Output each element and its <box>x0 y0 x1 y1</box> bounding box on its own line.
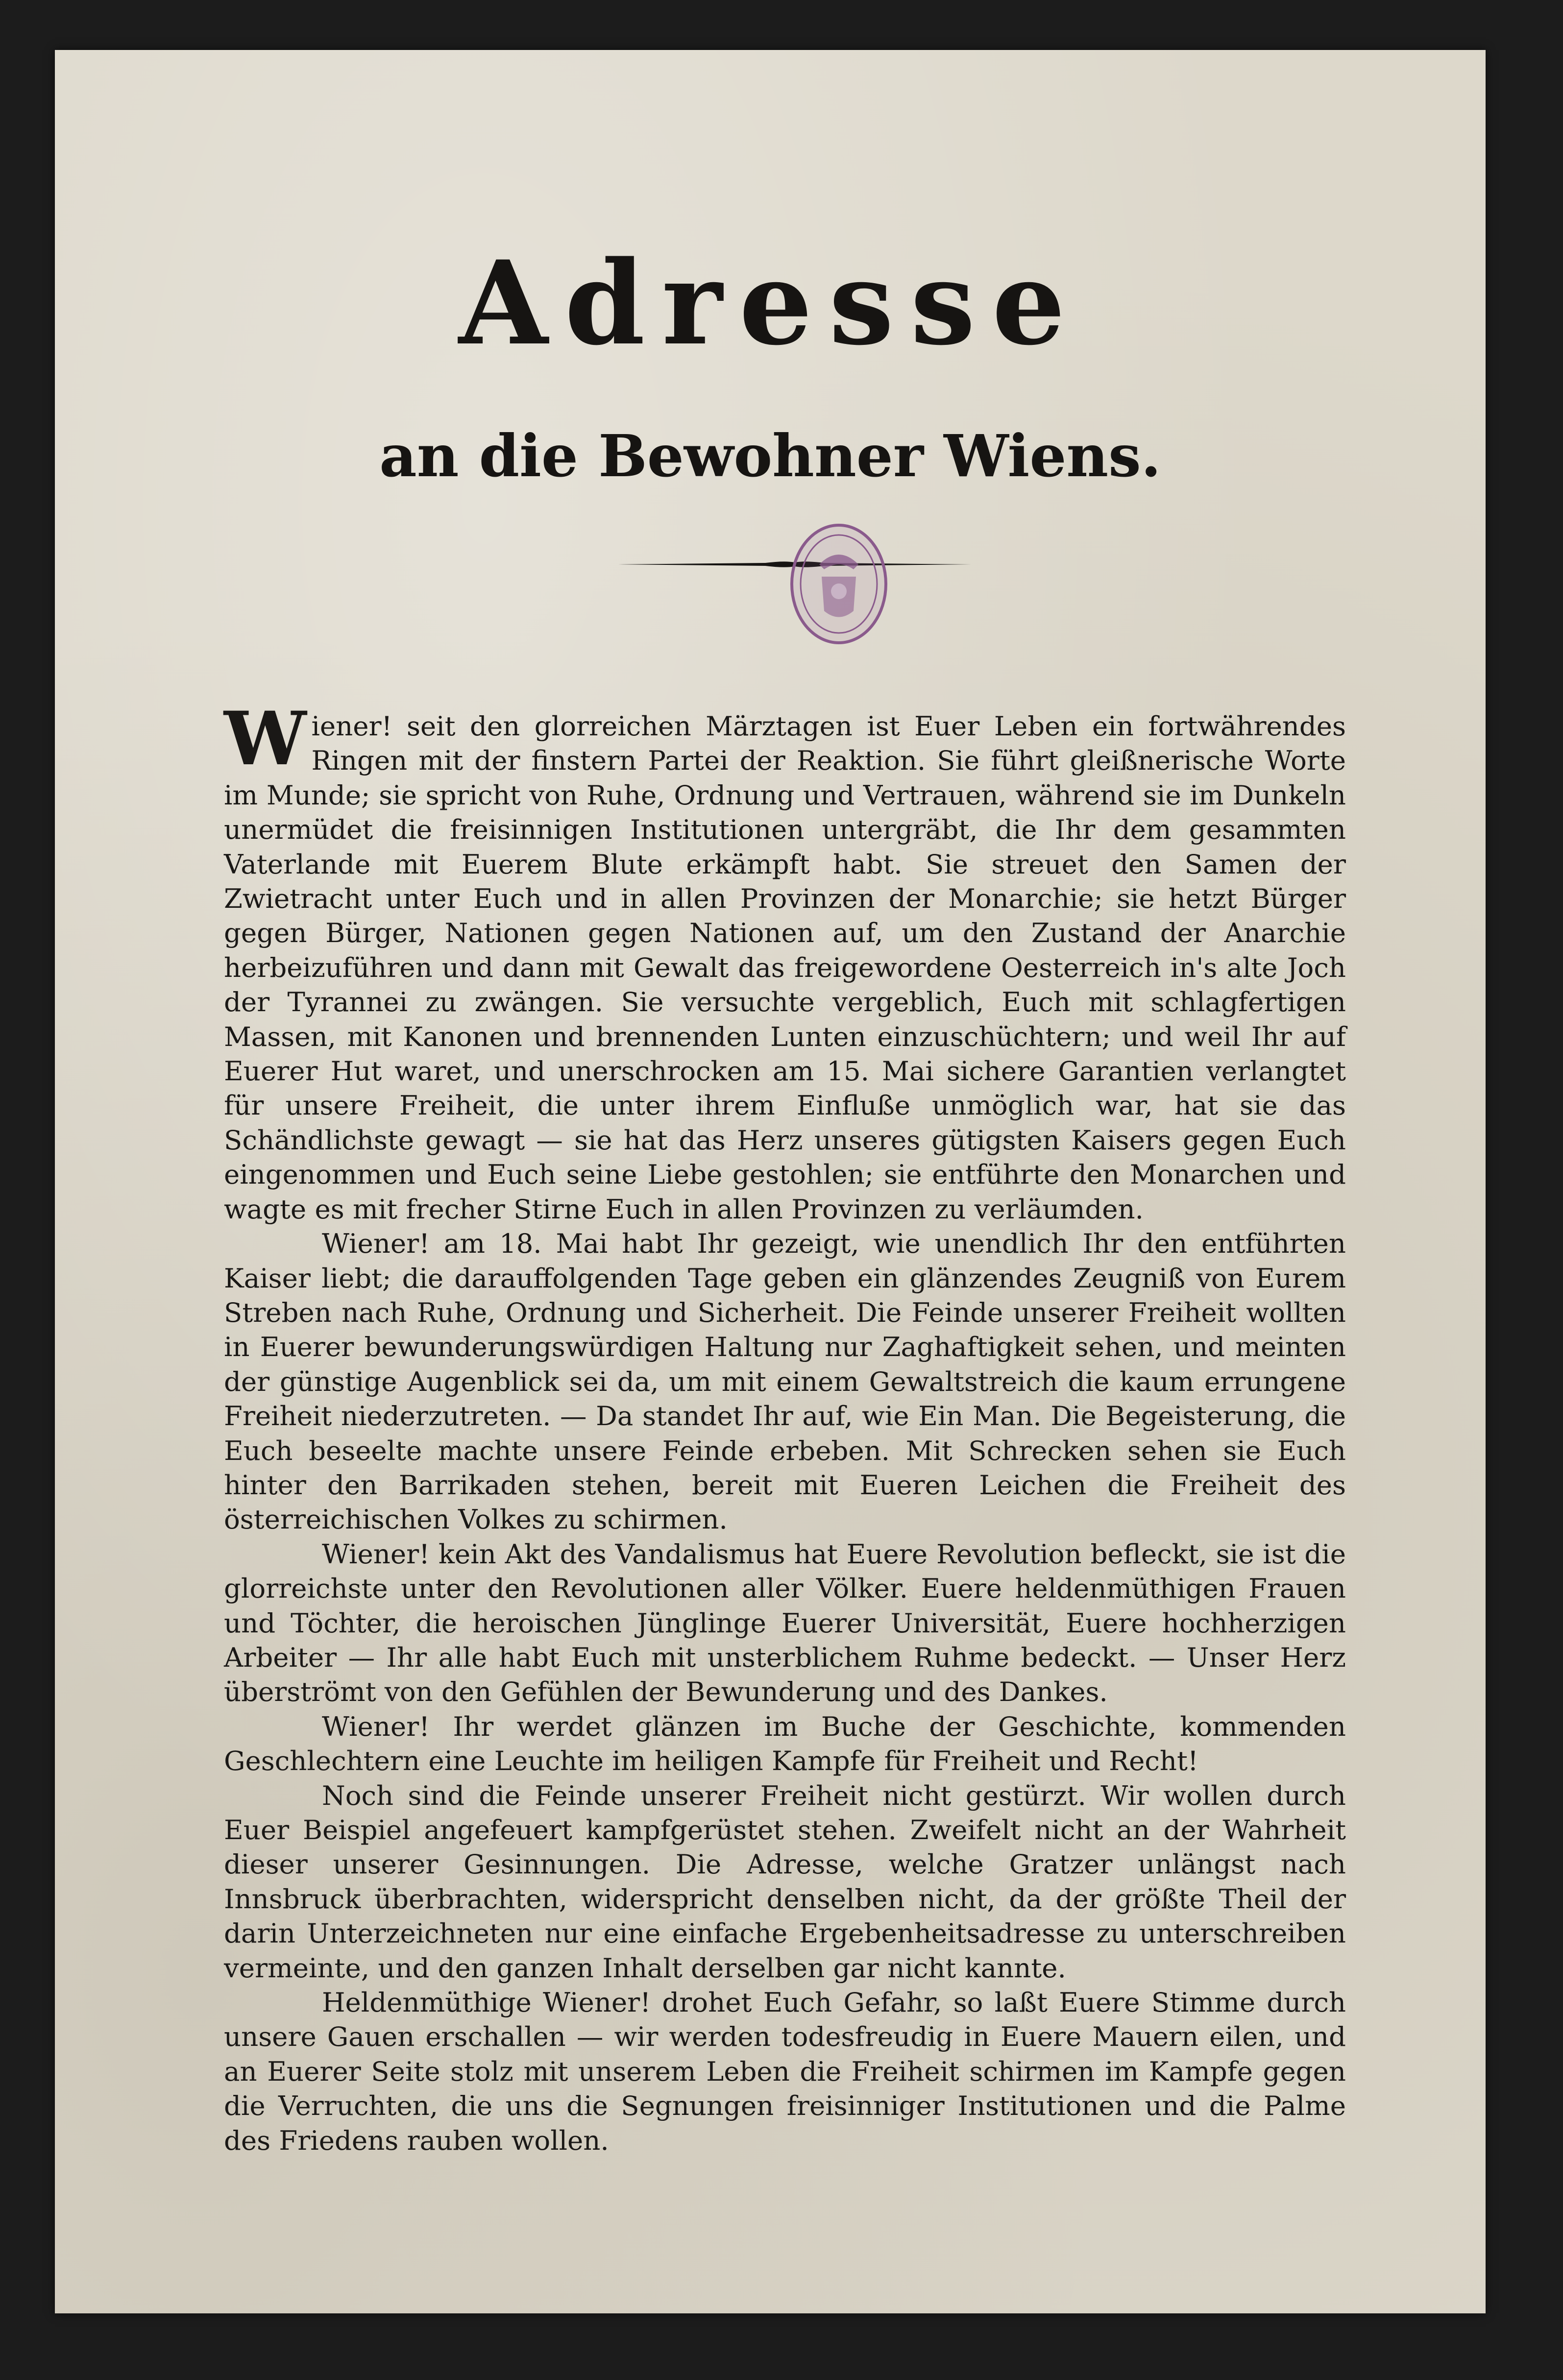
paragraph-6: Heldenmüthige Wiener! drohet Euch Gefahr, so laßt Euere Stimme durch unsere Gauen erschallen — wir werden todesfreudig in Euere Mauern eilen, und an Euerer Seite stolz mit unserem Leben die Freiheit schirmen im Kampfe gegen die Verruchten, die uns die Segnungen freisinniger Institutionen und die Palme des Friedens rauben wollen. <box>224 1987 1346 2156</box>
paragraph-5: Noch sind die Feinde unserer Freiheit nicht gestürzt. Wir wollen durch Euer Beispiel angefeuert kampfgerüstet stehen. Zweifelt nicht an der Wahrheit dieser unserer Gesinnungen. Die Adresse, welche Gratzer unlängst nach Innsbruck überbrachten, widerspricht denselben nicht, da der größte Theil der darin Unterzeichneten nur eine einfache Ergebenheitsadresse zu unterschreiben vermeinte, und den ganzen Inhalt derselben gar nicht kannte. <box>224 1779 1346 1984</box>
document-body <box>224 696 1346 2158</box>
document-subtitle: an die Bewohner Wiens. <box>379 422 1161 490</box>
paragraph-2: Wiener! am 18. Mai habt Ihr gezeigt, wie unendlich Ihr den entführten Kaiser liebt; die darauffolgenden Tage geben ein glänzendes Zeugniß von Eurem Streben nach Ruhe, Ordnung und Sicherheit. Die Feinde unserer Freiheit wollten in Euerer bewunderungswürdigen Haltung nur Zaghaftigkeit sehen, und meinten der günstige Augenblick sei da, um mit einem Gewaltstreich die kaum errungene Freiheit niederzutreten. — Da standet Ihr auf, wie Ein Man. Die Begeisterung, die Euch beseelte machte unsere Feinde erbeben. Mit Schrecken sehen sie Euch hinter den Barrikaden stehen, bereit mit Eueren Leichen die Freiheit des österreichischen Volkes zu schirmen. <box>224 1228 1346 1535</box>
paragraph-4: Wiener! Ihr werdet glänzen im Buche der Geschichte, kommenden Geschlechtern eine Leuchte im heiligen Kampfe für Freiheit und Recht! <box>224 1710 1346 1777</box>
document-sheet <box>55 50 1486 2313</box>
paragraph-3: Wiener! kein Akt des Vandalismus hat Euere Revolution befleckt, sie ist die glorreichste unter den Revolutionen aller Völker. Euere heldenmüthigen Frauen und Töchter, die heroischen Jünglinge Euerer Universität, Euere hochherzigen Arbeiter — Ihr alle habt Euch mit unsterblichem Ruhme bedeckt. — Unser Herz überströmt von den Gefühlen der Bewunderung und des Dankes. <box>224 1538 1346 1708</box>
library-stamp <box>785 518 893 650</box>
paragraph-1 <box>224 696 1346 1226</box>
document-title: Adresse <box>458 236 1082 371</box>
paragraph-text: iener! seit den glorreichen Märztagen ist Euer Leben ein fortwährendes Ringen mit der finstern Partei der Reaktion. Sie führt gleißnerische Worte im Munde; sie spricht von Ruhe, Ordnung und Vertrauen, während sie im Dunkeln unermüdet die freisinnigen Institutionen untergräbt, die Ihr dem gesammten Vaterlande mit Euerem Blute erkämpft habt. Sie streuet den Samen der Zwietracht unter Euch und in allen Provinzen der Monarchie; sie hetzt Bürger gegen Bürger, Nationen gegen Nationen auf, um den Zustand der Anarchie herbeizuführen und dann mit Gewalt das freigewordene Oesterreich in's alte Joch der Tyrannei zu zwängen. Sie versuchte vergeblich, Euch mit schlagfertigen Massen, mit Kanonen und brennenden Lunten einzuschüchtern; und weil Ihr auf Euerer Hut waret, und unerschrocken am 15. Mai sichere Garantien verlangtet für unsere Freiheit, die unter ihrem Einfluße unmöglich war, hat sie das Schändlichste gewagt — sie hat das Herz unseres gütigsten Kaisers gegen Euch eingenommen und Euch seine Liebe gestohlen; sie entführte den Monarchen und wagte es mit frecher Stirne Euch in allen Provinzen zu verläumden. <box>224 710 1346 1225</box>
drop-cap: W <box>224 696 307 782</box>
